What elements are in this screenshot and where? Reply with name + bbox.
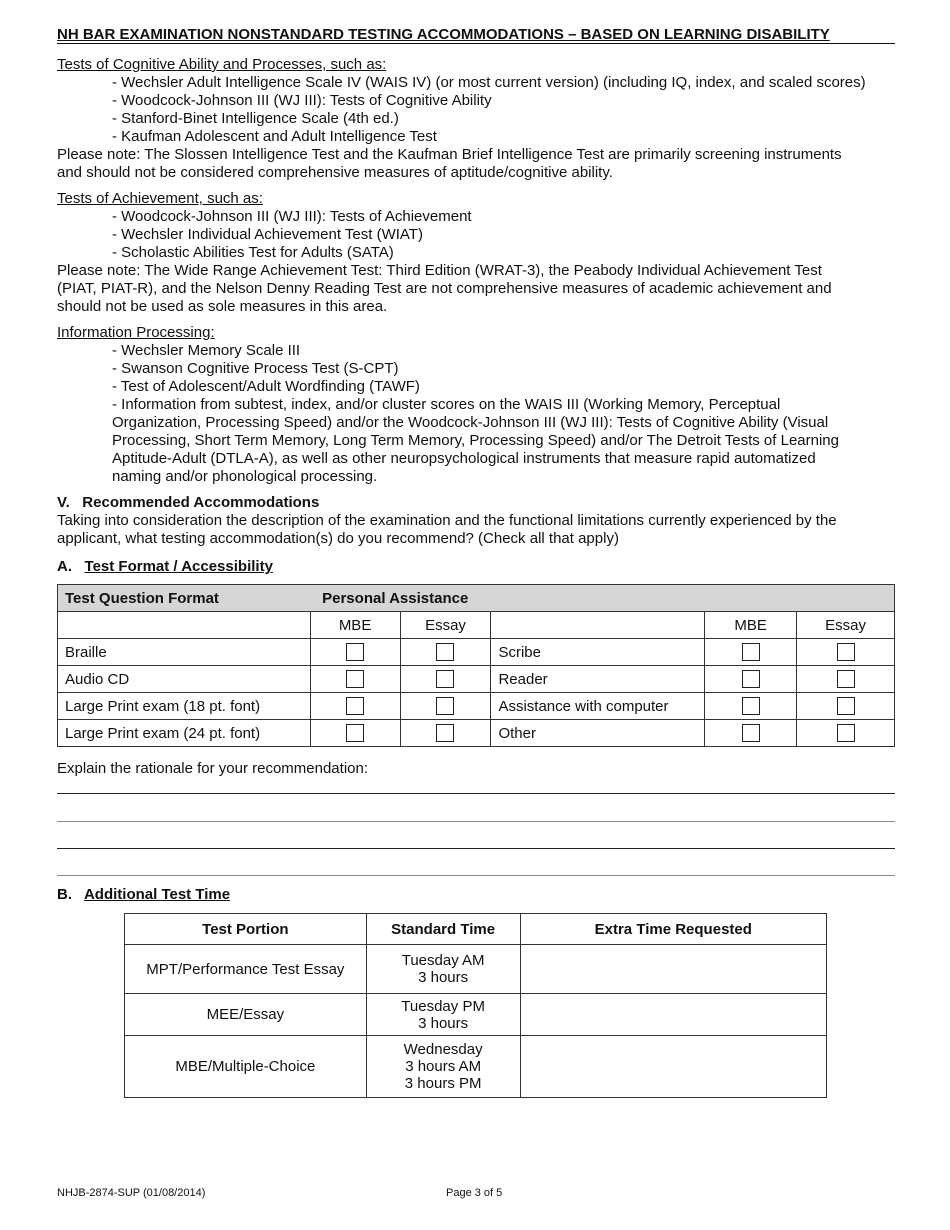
header-extra-time: Extra Time Requested (520, 914, 826, 945)
row-label: Reader (491, 666, 705, 693)
braille-essay-checkbox[interactable] (436, 643, 454, 661)
extra-time-input[interactable] (520, 994, 826, 1036)
list-item: - Test of Adolescent/Adult Wordfinding (TAWF) (112, 378, 420, 395)
mbe-label: MBE (705, 612, 797, 639)
large-print-24-essay-checkbox[interactable] (436, 724, 454, 742)
test-time-table (124, 913, 827, 1098)
cognitive-heading: Tests of Cognitive Ability and Processes, such as: (57, 56, 387, 73)
table-row (125, 945, 827, 994)
processing-section (57, 324, 839, 486)
row-label: Large Print exam (18 pt. font) (58, 693, 311, 720)
computer-assistance-mbe-checkbox[interactable] (742, 697, 760, 715)
audio-cd-essay-checkbox[interactable] (436, 670, 454, 688)
large-print-24-mbe-checkbox[interactable] (346, 724, 364, 742)
row-label: Assistance with computer (491, 693, 705, 720)
section-a-letter: A. (57, 558, 72, 575)
section-v (57, 494, 837, 548)
list-item: - Swanson Cognitive Process Test (S-CPT) (112, 360, 399, 377)
list-item: - Wechsler Individual Achievement Test (WIAT) (112, 226, 423, 243)
extra-time-input[interactable] (520, 1036, 826, 1098)
list-item: - Information from subtest, index, and/or cluster scores on the WAIS III (Working Memory, Perceptual (112, 396, 781, 413)
reader-mbe-checkbox[interactable] (742, 670, 760, 688)
rationale-line[interactable] (57, 875, 895, 876)
table-row (58, 693, 895, 720)
essay-label: Essay (797, 612, 895, 639)
scribe-mbe-checkbox[interactable] (742, 643, 760, 661)
list-item: - Wechsler Memory Scale III (112, 342, 301, 359)
row-label: Audio CD (58, 666, 311, 693)
list-item: Processing, Short Term Memory, Long Term Memory, Processing Speed) and/or The Detroit Tests of Learning (112, 432, 839, 449)
rationale-line[interactable] (57, 793, 895, 794)
header-personal-assistance: Personal Assistance (310, 585, 894, 612)
section-a-title: Test Format / Accessibility (84, 558, 273, 575)
section-b-title: Additional Test Time (83, 886, 231, 903)
section-v-heading: V. Recommended Accommodations (57, 494, 320, 511)
note: Please note: The Wide Range Achievement Test: Third Edition (WRAT-3), the Peabody Individual Achievement Test (57, 262, 822, 279)
large-print-18-essay-checkbox[interactable] (436, 697, 454, 715)
standard-time: Wednesday 3 hours AM 3 hours PM (366, 1036, 520, 1098)
processing-heading: Information Processing: (57, 324, 215, 341)
list-item: naming and/or phonological processing. (112, 468, 378, 485)
scribe-essay-checkbox[interactable] (837, 643, 855, 661)
list-item: - Wechsler Adult Intelligence Scale IV (WAIS IV) (or most current version) (including IQ, index, and scaled scores) (112, 74, 866, 91)
page-number: Page 3 of 5 (446, 1187, 503, 1199)
list-item: - Scholastic Abilities Test for Adults (SATA) (112, 244, 394, 261)
computer-assistance-essay-checkbox[interactable] (837, 697, 855, 715)
other-essay-checkbox[interactable] (837, 724, 855, 742)
rationale-label: Explain the rationale for your recommendation: (57, 760, 369, 777)
audio-cd-mbe-checkbox[interactable] (346, 670, 364, 688)
standard-time: Tuesday AM 3 hours (366, 945, 520, 994)
section-v-text: applicant, what testing accommodation(s) do you recommend? (Check all that apply) (57, 530, 619, 547)
section-b-letter: B. (57, 886, 72, 903)
table-row (58, 720, 895, 747)
rationale-line[interactable] (57, 848, 895, 849)
standard-time: Tuesday PM 3 hours (366, 994, 520, 1036)
achievement-heading: Tests of Achievement, such as: (57, 190, 263, 207)
test-portion: MBE/Multiple-Choice (125, 1036, 367, 1098)
list-item: - Woodcock-Johnson III (WJ III): Tests of Achievement (112, 208, 472, 225)
mbe-label: MBE (310, 612, 400, 639)
table-row (58, 666, 895, 693)
note: should not be used as sole measures in this area. (57, 298, 388, 315)
header-test-portion: Test Portion (125, 914, 367, 945)
row-label: Scribe (491, 639, 705, 666)
extra-time-input[interactable] (520, 945, 826, 994)
note: Please note: The Slossen Intelligence Test and the Kaufman Brief Intelligence Test are primarily screening instruments (57, 146, 842, 163)
large-print-18-mbe-checkbox[interactable] (346, 697, 364, 715)
form-id: NHJB-2874-SUP (01/08/2014) (57, 1187, 206, 1199)
braille-mbe-checkbox[interactable] (346, 643, 364, 661)
list-item: - Stanford-Binet Intelligence Scale (4th ed.) (112, 110, 399, 127)
note: and should not be considered comprehensive measures of aptitude/cognitive ability. (57, 164, 613, 181)
accommodations-table (57, 584, 895, 747)
list-item: Organization, Processing Speed) and/or the Woodcock-Johnson III (WJ III): Tests of Cognitive Ability (Visual (112, 414, 829, 431)
section-v-text: Taking into consideration the description of the examination and the functional limitations currently experienced by the (57, 512, 837, 529)
list-item: - Woodcock-Johnson III (WJ III): Tests of Cognitive Ability (112, 92, 492, 109)
test-portion: MPT/Performance Test Essay (125, 945, 367, 994)
reader-essay-checkbox[interactable] (837, 670, 855, 688)
list-item: Aptitude-Adult (DTLA-A), as well as other neuropsychological instruments that measure rapid automatized (112, 450, 816, 467)
note: (PIAT, PIAT-R), and the Nelson Denny Reading Test are not comprehensive measures of academic achievement and (57, 280, 832, 297)
section-a-heading (57, 558, 273, 576)
table-row (125, 994, 827, 1036)
table-row (125, 1036, 827, 1098)
other-mbe-checkbox[interactable] (742, 724, 760, 742)
table-row (58, 639, 895, 666)
rationale-line[interactable] (57, 821, 895, 822)
page-title: NH BAR EXAMINATION NONSTANDARD TESTING ACCOMMODATIONS – BASED ON LEARNING DISABILITY (57, 26, 895, 44)
test-portion: MEE/Essay (125, 994, 367, 1036)
header-standard-time: Standard Time (366, 914, 520, 945)
achievement-section (57, 190, 832, 316)
list-item: - Kaufman Adolescent and Adult Intelligence Test (112, 128, 437, 145)
header-test-question-format: Test Question Format (58, 585, 311, 612)
row-label: Large Print exam (24 pt. font) (58, 720, 311, 747)
row-label: Other (491, 720, 705, 747)
essay-label: Essay (400, 612, 491, 639)
section-b-heading (57, 886, 230, 904)
cognitive-section (57, 56, 866, 182)
row-label: Braille (58, 639, 311, 666)
